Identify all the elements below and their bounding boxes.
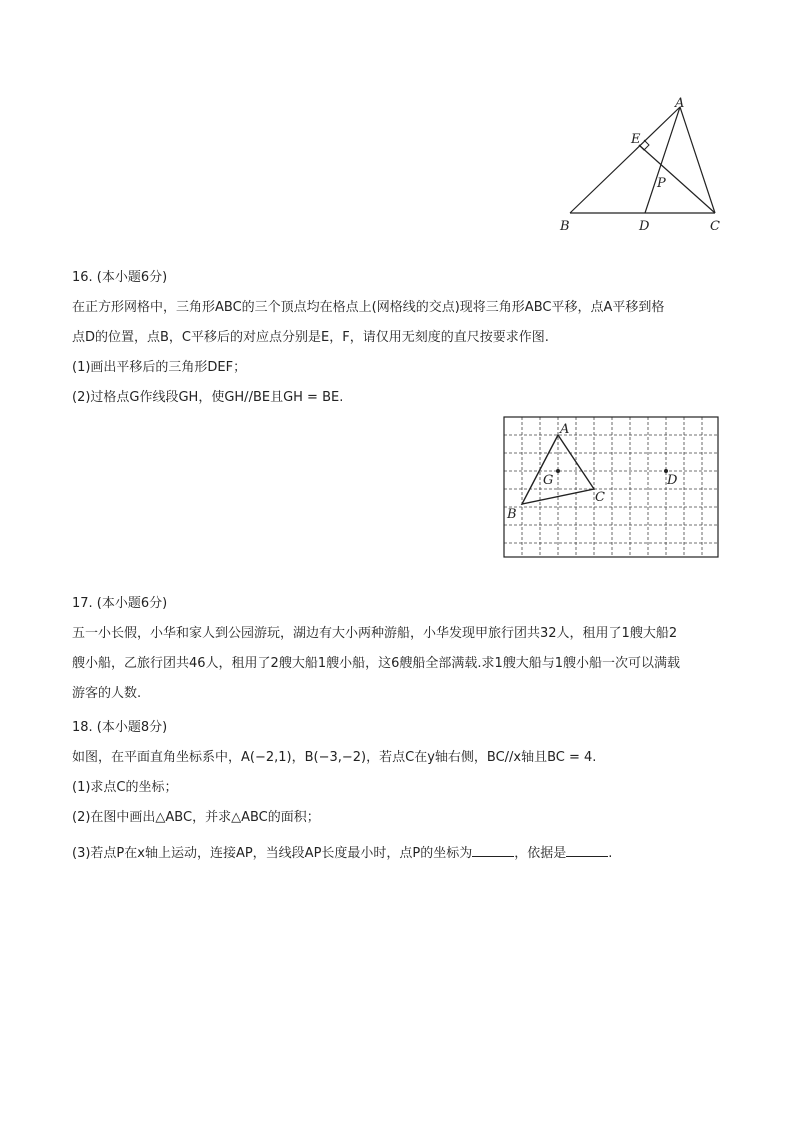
label-b: B [560,219,570,234]
grid-label-d: D [667,473,678,488]
q18-part1: (1)求点C的坐标； [72,780,178,795]
q17-body-line2: 艘小船，乙旅行团共46人，租用了2艘大船1艘小船，这6艘船全部满载.求1艘大船与1艘小船一次可以满载 [72,656,681,671]
grid-label-b: B [507,507,517,522]
q17-body-line1: 五一小长假，小华和家人到公园游玩，湖边有大小两种游船，小华发现甲旅行团共32人，租用了1艘大船2 [72,626,678,641]
grid-label-a: A [560,422,570,437]
label-a: A [675,96,685,111]
q16-header: 16. (本小题6分) [72,270,168,285]
label-c: C [710,219,720,234]
answer-blank-reason[interactable] [566,844,608,857]
segment-ba [570,107,680,213]
q18-part3 [72,844,612,864]
q18-part3-text-b: ，依据是 [514,846,567,861]
q17-body-line3: 游客的人数. [72,686,142,701]
q18-part3-text-a: (3)若点P在x轴上运动，连接AP，当线段AP长度最小时，点P的坐标为 [72,846,473,861]
label-p: P [657,176,666,191]
q18-part2: (2)在图中画出△ABC，并求△ABC的面积； [72,810,320,825]
label-d: D [639,219,650,234]
q18-header: 18. (本小题8分) [72,720,168,735]
q16-body-line1: 在正方形网格中，三角形ABC的三个顶点均在格点上(网格线的交点)现将三角形ABC平移，点A平移到格 [72,300,665,315]
grid-figure [503,416,721,560]
q18-body-line1: 如图，在平面直角坐标系中，A(−2,1)，B(−3,−2)，若点C在y轴右侧，BC//x轴且BC = 4. [72,750,597,765]
q16-body-line2: 点D的位置，点B，C平移后的对应点分别是E，F，请仅用无刻度的直尺按要求作图. [72,330,549,345]
q16-part2: (2)过格点G作线段GH，使GH//BE且GH = BE. [72,390,344,405]
answer-blank-coordinate[interactable] [472,844,514,857]
triangle-figure-1 [555,95,730,240]
grid-label-c: C [595,490,605,505]
grid-lines [504,417,718,557]
label-e: E [631,132,641,147]
grid-label-g: G [543,473,554,488]
point-g [556,469,560,473]
segment-ad [645,107,680,213]
grid-border [504,417,718,557]
q17-header: 17. (本小题6分) [72,596,168,611]
q18-part3-end: . [608,846,613,861]
q16-part1: (1)画出平移后的三角形DEF； [72,360,247,375]
